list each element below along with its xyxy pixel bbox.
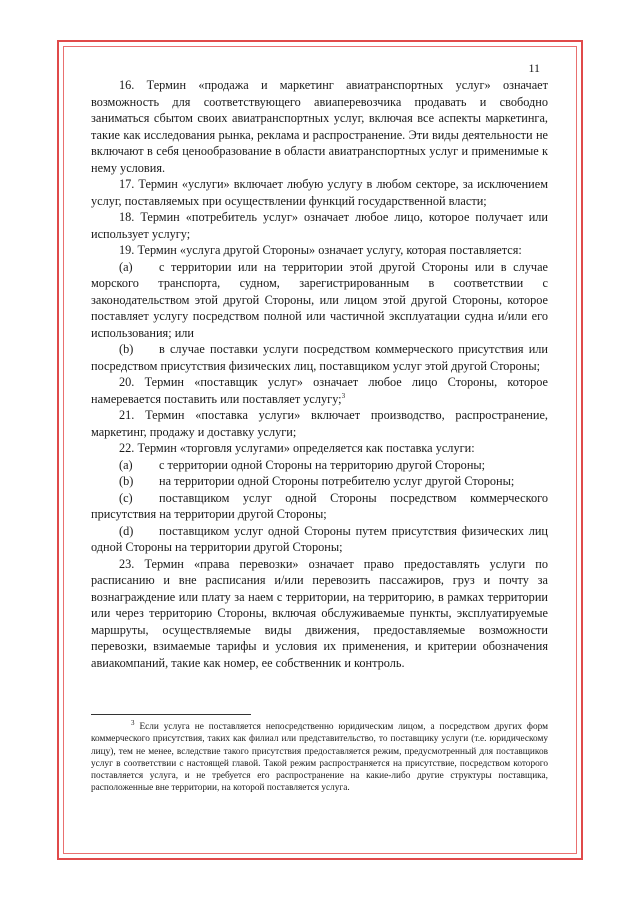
list-item xyxy=(91,341,548,374)
footnote xyxy=(91,718,549,795)
list-item-text: с территории или на территории этой другой Стороны или в случае морского транспорта, судном, зарегистрированным в соответствии с законодательством этой другой Стороны, или лицом этой другой Стороны, которое поставляет услугу посредством полной или частичной эксплуатации судна и/или его использования; или xyxy=(91,259,548,340)
paragraph-20-text: 20. Термин «поставщик услуг» означает любое лицо Стороны, которое намеревается поставить или поставляет услугу; xyxy=(91,375,548,406)
paragraph-19: 19. Термин «услуга другой Стороны» означает услугу, которая поставляется: xyxy=(119,243,522,257)
paragraph-18: 18. Термин «потребитель услуг» означает любое лицо, которое получает или использует услугу; xyxy=(91,210,548,241)
list-item xyxy=(91,457,548,474)
list-marker: (b) xyxy=(119,342,134,356)
list-item-text: на территории одной Стороны потребителю услуг другой Стороны; xyxy=(159,474,515,488)
footnote-text xyxy=(91,718,549,795)
paragraph-20 xyxy=(91,374,548,407)
paragraph-16: 16. Термин «продажа и маркетинг авиатранспортных услуг» означает возможность для соответствующего авиаперевозчика продавать и свободно заниматься сбытом своих авиатранспортных услуг, включая все аспекты маркетинга, такие как исследования рынка, реклама и распространение. Эти виды деятельности не включают в себя ценообразование в области авиатранспортных услуг и применимые к нему условия. xyxy=(91,78,548,175)
list-item xyxy=(91,523,548,556)
paragraph-21: 21. Термин «поставка услуги» включает производство, распространение, маркетинг, продажу и доставку услуги; xyxy=(91,408,548,439)
footnote-ref[interactable]: 3 xyxy=(341,391,346,400)
paragraph-17: 17. Термин «услуги» включает любую услугу в любом секторе, за исключением услуг, поставляемых при осуществлении функций государственной власти; xyxy=(91,177,548,208)
footnote-number: 3 xyxy=(131,718,135,727)
page-number: 11 xyxy=(528,61,540,75)
paragraph-22: 22. Термин «торговля услугами» определяется как поставка услуги: xyxy=(119,441,475,455)
list-item-text: поставщиком услуг одной Стороны путем присутствия физических лиц одной Стороны на территории другой Стороны; xyxy=(91,523,548,554)
list-item-text: с территории одной Стороны на территорию другой Стороны; xyxy=(159,457,486,472)
list-item-text: поставщиком услуг одной Стороны посредством коммерческого присутствия на территории другой Стороны; xyxy=(91,490,548,521)
list-marker: (c) xyxy=(119,490,133,505)
list-item xyxy=(91,473,548,490)
body-text xyxy=(91,77,548,671)
list-item xyxy=(91,490,548,523)
list-marker: (d) xyxy=(119,523,134,538)
list-marker: (a) xyxy=(119,457,133,472)
footnote-body: Если услуга не поставляется непосредственно юридическим лицом, а посредством других форм коммерческого присутствия, таких как филиал или представительство, то поставщику услуги (т.е. юридическому лицу), тем не менее, вследствие такого присутствия предоставляется режим, предусмотренный для поставщиков услуг в соответствии с настоящей главой. Такой режим распространяется на присутствие, посредством которого поставляется услуга, и не требуется его распространение на какие-либо другие структуры поставщика, расположенные вне территории, на которой поставляется услуга. xyxy=(91,722,549,794)
footnote-separator xyxy=(91,714,251,715)
list-marker: (b) xyxy=(119,474,134,488)
list-marker: (a) xyxy=(119,259,133,274)
list-item xyxy=(91,259,548,342)
list-item-text: в случае поставки услуги посредством коммерческого присутствия или посредством присутствия физических лиц, поставщиком услуг этой другой Стороны; xyxy=(91,342,548,373)
paragraph-23: 23. Термин «права перевозки» означает право предоставлять услуги по расписанию и вне расписания и/или перевозить пассажиров, груз и почту за вознаграждение или плату за наем с территории, на территорию, в рамках территории или через территорию Стороны, включая обслуживаемые пункты, эксплуатируемые маршруты, осуществляемые виды движения, предоставляемые возможности перевозки, взимаемые тарифы и условия их применения, и критерии обозначения авиакомпаний, такие как номер, ее собственник и контроль. xyxy=(91,556,548,670)
